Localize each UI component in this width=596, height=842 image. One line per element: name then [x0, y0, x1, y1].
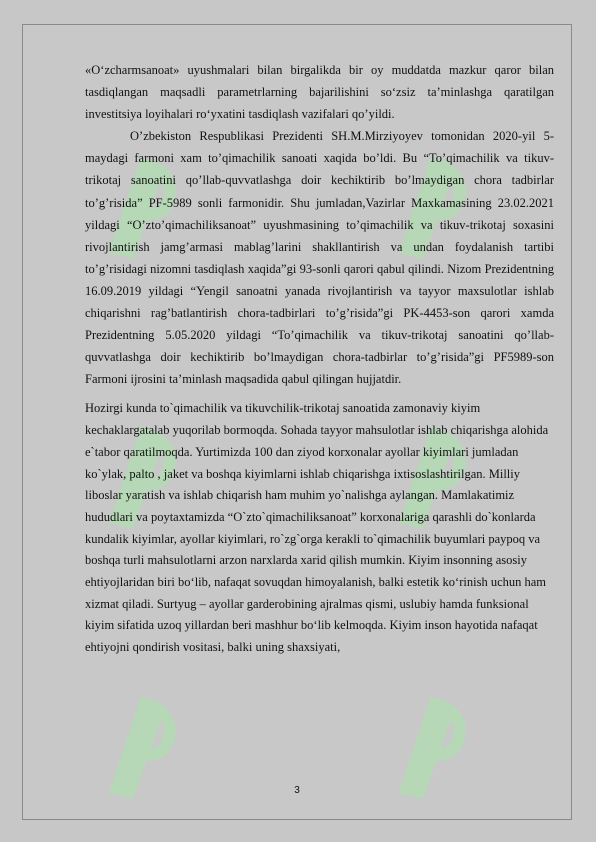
- page-number: 3: [294, 785, 300, 796]
- document-body: [85, 59, 554, 659]
- paragraph-2: O’zbekiston Respublikasi Prezidenti SH.M.Mirziyoyev tomonidan 2020-yil 5-maydagi farmoni xam to’qimachilik sanoati xaqida bo’ldi. Bu “To’qimachilik va tikuv-trikotaj sanoatini qo’llab-quvvatlashga doir kechiktirib bo’lmaydigan chora tadbirlar to’g’risida” PF-5989 sonli farmonidir. Shu jumladan,Vazirlar Maxkamasining 23.02.2021 yildagi “O’zto’qimachiliksanoat” uyushmasining to’qimachilik va tikuv-trikotaj soxasini rivojlantirish jamg’armasi mablag’larini shakllantirish va undan foydalanish tartibi to’g’risidagi nizomni tasdiqlash xaqida”gi 93-sonli qarori qabul qilindi. Nizom Prezidentning 16.09.2019 yildagi “Yengil sanoatni yanada rivojlantirish va tayyor maxsulotlar ishlab chiqarishni rag’batlantirish chora-tadbirlari to’g’risida”gi PK-4453-son qarori xamda Prezidentning 5.05.2020 yildagi “To’qimachilik va tikuv-trikotaj sanoatini qo’llab-quvvatlashga doir kechiktirib bo’lmaydigan chora-tadbirlar to’g’risida”gi PF5989-son Farmoni ijrosini ta’minlash maqsadida qabul qilingan hujjatdir.: [85, 129, 554, 387]
- paragraph-1: «O‘zcharmsanoat» uyushmalari bilan birgalikda bir oy muddatda mazkur qaror bilan tasdiqlangan maqsadli parametrlarning bajarilishini so‘zsiz ta’minlashga qaratilgan investitsiya loyihalari ro‘yxatini tasdiqlash vazifalari qo’yildi.: [85, 63, 554, 122]
- paragraph-3: Hozirgi kunda to`qimachilik va tikuvchilik-trikotaj sanoatida zamonaviy kiyim kechaklargatalab yuqorilab bormoqda. Sohada tayyor mahsulotlar ishlab chiqarishga alohida e`tabor qaratilmoqda. Yurtimizda 100 dan ziyod korxonalar ayollar kiyimlari jumladan ko`ylak, palto , jaket va boshqa kiyimlarni ishlab chiqarishga ixtisoslashtirilgan. Milliy liboslar yaratish va ishlab chiqarish ham muhim yo`nalishga aylangan. Mamlakatimiz hududlari va poytaxtamizda “O`zto`qimachiliksanoat” korxonalariga qarashli do`konlarda kundalik kiyimlar, ayollar kiyimlari, ro`zg`orga kerakli to`qimachilik buyumlari paypoq va boshqa turli mahsulotlarni arzon narxlarda xarid qilish mumkin. Kiyim insonning asosiy ehtiyojlaridan biri bo‘lib, nafaqat sovuqdan himoyalanish, balki estetik ko‘rinish uchun ham xizmat qiladi. Surtyug – ayollar garderobining ajralmas qismi, uslubiy hamda funksional kiyim sifatida uzoq yillardan beri mashhur bo‘lib kelmoqda. Kiyim inson hayotida nafaqat ehtiyojni qondirish vositasi, balki uning shaxsiyati,: [85, 401, 549, 655]
- document-page: [22, 24, 572, 820]
